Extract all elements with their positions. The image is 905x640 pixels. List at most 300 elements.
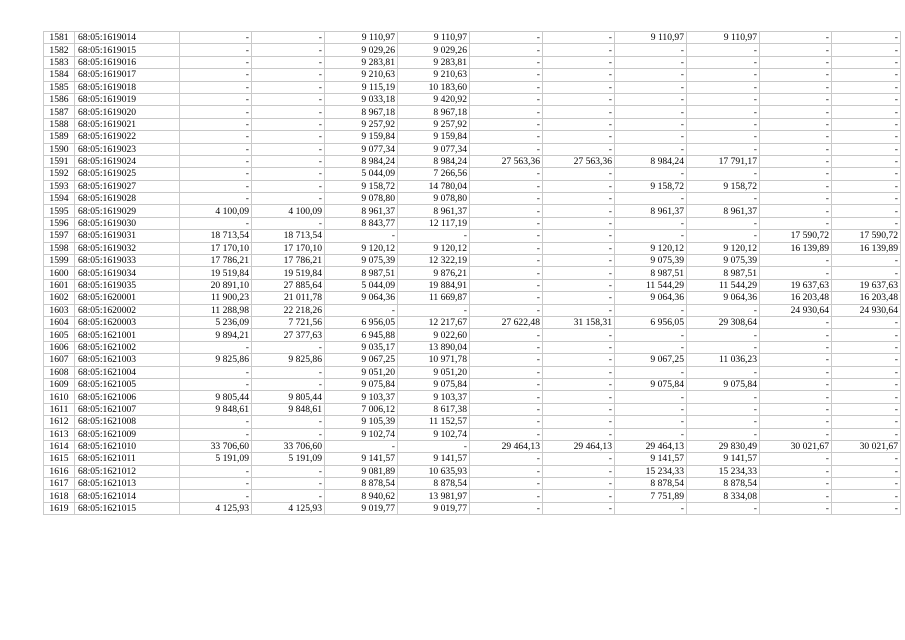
value-cell-2: 18 713,54 xyxy=(252,230,325,242)
value-cell-2: - xyxy=(252,93,325,105)
value-cell-6: - xyxy=(543,279,615,291)
value-cell-5: - xyxy=(470,93,543,105)
value-cell-8: 9 064,36 xyxy=(687,292,760,304)
value-cell-5: - xyxy=(470,168,543,180)
row-number-cell: 1612 xyxy=(44,416,75,428)
value-cell-9: - xyxy=(760,453,832,465)
value-cell-7: - xyxy=(615,143,687,155)
value-cell-2: 33 706,60 xyxy=(252,440,325,452)
value-cell-4: 7 266,56 xyxy=(398,168,470,180)
value-cell-10: - xyxy=(832,106,901,118)
value-cell-10: - xyxy=(832,354,901,366)
value-cell-6: - xyxy=(543,341,615,353)
cadastral-code-cell: 68:05:1621014 xyxy=(75,490,180,502)
value-cell-2: 22 218,26 xyxy=(252,304,325,316)
value-cell-4: 9 876,21 xyxy=(398,267,470,279)
value-cell-4: 9 019,77 xyxy=(398,502,470,514)
value-cell-8: - xyxy=(687,69,760,81)
value-cell-7: - xyxy=(615,391,687,403)
table-row xyxy=(44,180,901,192)
value-cell-6: - xyxy=(543,168,615,180)
value-cell-3: 9 120,12 xyxy=(325,242,398,254)
value-cell-10: - xyxy=(832,490,901,502)
value-cell-10: 16 203,48 xyxy=(832,292,901,304)
value-cell-9: - xyxy=(760,465,832,477)
value-cell-1: - xyxy=(180,490,252,502)
value-cell-4: 9 120,12 xyxy=(398,242,470,254)
value-cell-3: 9 019,77 xyxy=(325,502,398,514)
cadastral-code-cell: 68:05:1619029 xyxy=(75,205,180,217)
value-cell-1: - xyxy=(180,341,252,353)
table-row xyxy=(44,106,901,118)
table-row xyxy=(44,465,901,477)
value-cell-6: 29 464,13 xyxy=(543,440,615,452)
table-row xyxy=(44,93,901,105)
value-cell-2: 9 825,86 xyxy=(252,354,325,366)
row-number-cell: 1602 xyxy=(44,292,75,304)
value-cell-5: - xyxy=(470,391,543,403)
value-cell-6: - xyxy=(543,69,615,81)
value-cell-4: 9 075,84 xyxy=(398,378,470,390)
row-number-cell: 1582 xyxy=(44,44,75,56)
value-cell-3: - xyxy=(325,304,398,316)
value-cell-1: 5 191,09 xyxy=(180,453,252,465)
table-row xyxy=(44,478,901,490)
value-cell-1: 4 125,93 xyxy=(180,502,252,514)
value-cell-4: 8 967,18 xyxy=(398,106,470,118)
value-cell-5: 27 622,48 xyxy=(470,316,543,328)
value-cell-7: - xyxy=(615,106,687,118)
value-cell-3: 9 078,80 xyxy=(325,193,398,205)
table-row xyxy=(44,341,901,353)
row-number-cell: 1603 xyxy=(44,304,75,316)
value-cell-7: 9 075,39 xyxy=(615,255,687,267)
table-row xyxy=(44,143,901,155)
value-cell-6: - xyxy=(543,304,615,316)
value-cell-6: - xyxy=(543,230,615,242)
value-cell-7: - xyxy=(615,304,687,316)
value-cell-3: 9 105,39 xyxy=(325,416,398,428)
table-row xyxy=(44,81,901,93)
value-cell-5: - xyxy=(470,453,543,465)
value-cell-5: - xyxy=(470,106,543,118)
value-cell-3: 9 102,74 xyxy=(325,428,398,440)
cadastral-code-cell: 68:05:1621006 xyxy=(75,391,180,403)
value-cell-9: - xyxy=(760,502,832,514)
value-cell-3: 8 987,51 xyxy=(325,267,398,279)
value-cell-2: - xyxy=(252,32,325,44)
value-cell-4: 9 103,37 xyxy=(398,391,470,403)
row-number-cell: 1596 xyxy=(44,217,75,229)
row-number-cell: 1588 xyxy=(44,118,75,130)
value-cell-2: - xyxy=(252,478,325,490)
value-cell-1: - xyxy=(180,32,252,44)
table-row xyxy=(44,354,901,366)
value-cell-3: 5 044,09 xyxy=(325,279,398,291)
value-cell-3: 9 141,57 xyxy=(325,453,398,465)
value-cell-2: - xyxy=(252,341,325,353)
value-cell-7: - xyxy=(615,69,687,81)
value-cell-1: 18 713,54 xyxy=(180,230,252,242)
value-cell-8: 11 036,23 xyxy=(687,354,760,366)
value-cell-7: 9 075,84 xyxy=(615,378,687,390)
value-cell-6: - xyxy=(543,502,615,514)
value-cell-7: 9 158,72 xyxy=(615,180,687,192)
value-cell-10: - xyxy=(832,205,901,217)
value-cell-10: - xyxy=(832,329,901,341)
value-cell-6: - xyxy=(543,292,615,304)
value-cell-10: - xyxy=(832,81,901,93)
value-cell-6: - xyxy=(543,490,615,502)
table-row xyxy=(44,391,901,403)
value-cell-2: - xyxy=(252,118,325,130)
cadastral-code-cell: 68:05:1621005 xyxy=(75,378,180,390)
value-cell-5: - xyxy=(470,32,543,44)
value-cell-9: - xyxy=(760,255,832,267)
cadastral-code-cell: 68:05:1619021 xyxy=(75,118,180,130)
value-cell-8: - xyxy=(687,93,760,105)
cadastral-code-cell: 68:05:1621003 xyxy=(75,354,180,366)
table-row xyxy=(44,267,901,279)
value-cell-2: 17 786,21 xyxy=(252,255,325,267)
value-cell-2: - xyxy=(252,490,325,502)
value-cell-7: 9 110,97 xyxy=(615,32,687,44)
value-cell-1: - xyxy=(180,69,252,81)
value-cell-7: - xyxy=(615,44,687,56)
cadastral-code-cell: 68:05:1621009 xyxy=(75,428,180,440)
value-cell-7: 8 984,24 xyxy=(615,155,687,167)
value-cell-3: 8 843,77 xyxy=(325,217,398,229)
value-cell-4: - xyxy=(398,304,470,316)
value-cell-5: - xyxy=(470,131,543,143)
value-cell-9: - xyxy=(760,217,832,229)
row-number-cell: 1613 xyxy=(44,428,75,440)
cadastral-code-cell: 68:05:1621007 xyxy=(75,403,180,415)
value-cell-10: - xyxy=(832,118,901,130)
value-cell-9: - xyxy=(760,378,832,390)
table-row xyxy=(44,279,901,291)
cadastral-code-cell: 68:05:1620003 xyxy=(75,316,180,328)
value-cell-5: - xyxy=(470,416,543,428)
value-cell-9: - xyxy=(760,329,832,341)
value-cell-8: 9 075,39 xyxy=(687,255,760,267)
value-cell-5: - xyxy=(470,403,543,415)
value-cell-7: 8 987,51 xyxy=(615,267,687,279)
row-number-cell: 1587 xyxy=(44,106,75,118)
value-cell-7: - xyxy=(615,366,687,378)
row-number-cell: 1619 xyxy=(44,502,75,514)
value-cell-1: - xyxy=(180,81,252,93)
value-cell-6: - xyxy=(543,354,615,366)
value-cell-9: - xyxy=(760,32,832,44)
value-cell-3: 9 077,34 xyxy=(325,143,398,155)
value-cell-5: - xyxy=(470,478,543,490)
cadastral-code-cell: 68:05:1620001 xyxy=(75,292,180,304)
value-cell-6: - xyxy=(543,255,615,267)
value-cell-7: - xyxy=(615,217,687,229)
value-cell-7: - xyxy=(615,118,687,130)
value-cell-7: - xyxy=(615,428,687,440)
value-cell-8: - xyxy=(687,391,760,403)
value-cell-9: - xyxy=(760,106,832,118)
value-cell-2: 19 519,84 xyxy=(252,267,325,279)
value-cell-8: - xyxy=(687,81,760,93)
row-number-cell: 1585 xyxy=(44,81,75,93)
value-cell-10: - xyxy=(832,193,901,205)
cadastral-code-cell: 68:05:1621002 xyxy=(75,341,180,353)
value-cell-3: 9 081,89 xyxy=(325,465,398,477)
value-cell-8: 8 987,51 xyxy=(687,267,760,279)
value-cell-4: 8 984,24 xyxy=(398,155,470,167)
cadastral-code-cell: 68:05:1619024 xyxy=(75,155,180,167)
value-cell-7: - xyxy=(615,168,687,180)
cadastral-code-cell: 68:05:1619017 xyxy=(75,69,180,81)
row-number-cell: 1589 xyxy=(44,131,75,143)
value-cell-3: 9 115,19 xyxy=(325,81,398,93)
value-cell-2: 4 100,09 xyxy=(252,205,325,217)
value-cell-7: - xyxy=(615,341,687,353)
value-cell-6: - xyxy=(543,205,615,217)
value-cell-9: - xyxy=(760,354,832,366)
value-cell-6: - xyxy=(543,366,615,378)
value-cell-8: - xyxy=(687,428,760,440)
value-cell-4: - xyxy=(398,440,470,452)
value-cell-2: - xyxy=(252,69,325,81)
value-cell-3: 9 210,63 xyxy=(325,69,398,81)
value-cell-10: - xyxy=(832,453,901,465)
value-cell-10: - xyxy=(832,378,901,390)
value-cell-10: - xyxy=(832,180,901,192)
row-number-cell: 1599 xyxy=(44,255,75,267)
value-cell-7: - xyxy=(615,329,687,341)
cadastral-code-cell: 68:05:1621008 xyxy=(75,416,180,428)
value-cell-9: 30 021,67 xyxy=(760,440,832,452)
value-cell-5: - xyxy=(470,341,543,353)
table-row xyxy=(44,131,901,143)
value-cell-6: - xyxy=(543,329,615,341)
table-row xyxy=(44,366,901,378)
value-cell-2: 27 885,64 xyxy=(252,279,325,291)
cadastral-code-cell: 68:05:1619025 xyxy=(75,168,180,180)
value-cell-3: - xyxy=(325,230,398,242)
value-cell-10: - xyxy=(832,403,901,415)
value-cell-7: 9 141,57 xyxy=(615,453,687,465)
value-cell-1: - xyxy=(180,416,252,428)
value-cell-10: - xyxy=(832,366,901,378)
value-cell-3: 9 075,84 xyxy=(325,378,398,390)
value-cell-7: 9 064,36 xyxy=(615,292,687,304)
value-cell-10: - xyxy=(832,478,901,490)
value-cell-5: - xyxy=(470,502,543,514)
value-cell-5: - xyxy=(470,69,543,81)
cadastral-code-cell: 68:05:1619020 xyxy=(75,106,180,118)
row-number-cell: 1584 xyxy=(44,69,75,81)
value-cell-8: - xyxy=(687,143,760,155)
value-cell-10: 17 590,72 xyxy=(832,230,901,242)
value-cell-2: - xyxy=(252,81,325,93)
value-cell-3: 9 159,84 xyxy=(325,131,398,143)
value-cell-8: - xyxy=(687,403,760,415)
value-cell-5: - xyxy=(470,118,543,130)
value-cell-7: - xyxy=(615,403,687,415)
value-cell-10: - xyxy=(832,143,901,155)
row-number-cell: 1616 xyxy=(44,465,75,477)
value-cell-9: - xyxy=(760,168,832,180)
table-row xyxy=(44,440,901,452)
value-cell-10: 24 930,64 xyxy=(832,304,901,316)
value-cell-7: 11 544,29 xyxy=(615,279,687,291)
value-cell-5: - xyxy=(470,490,543,502)
value-cell-1: 19 519,84 xyxy=(180,267,252,279)
value-cell-1: - xyxy=(180,93,252,105)
value-cell-9: - xyxy=(760,56,832,68)
value-cell-4: 9 283,81 xyxy=(398,56,470,68)
value-cell-4: 8 617,38 xyxy=(398,403,470,415)
cadastral-code-cell: 68:05:1621001 xyxy=(75,329,180,341)
value-cell-2: 7 721,56 xyxy=(252,316,325,328)
value-cell-8: - xyxy=(687,217,760,229)
value-cell-8: - xyxy=(687,366,760,378)
value-cell-4: 11 152,57 xyxy=(398,416,470,428)
value-cell-8: - xyxy=(687,304,760,316)
row-number-cell: 1598 xyxy=(44,242,75,254)
value-cell-2: - xyxy=(252,44,325,56)
value-cell-4: 19 884,91 xyxy=(398,279,470,291)
value-cell-3: 6 945,88 xyxy=(325,329,398,341)
value-cell-4: 8 878,54 xyxy=(398,478,470,490)
row-number-cell: 1617 xyxy=(44,478,75,490)
value-cell-2: - xyxy=(252,378,325,390)
cadastral-code-cell: 68:05:1621010 xyxy=(75,440,180,452)
value-cell-5: - xyxy=(470,205,543,217)
table-row xyxy=(44,304,901,316)
value-cell-2: - xyxy=(252,168,325,180)
value-cell-9: - xyxy=(760,490,832,502)
value-cell-10: - xyxy=(832,267,901,279)
value-cell-7: 9 067,25 xyxy=(615,354,687,366)
value-cell-8: - xyxy=(687,106,760,118)
cadastral-code-cell: 68:05:1621013 xyxy=(75,478,180,490)
value-cell-8: 8 878,54 xyxy=(687,478,760,490)
value-cell-10: - xyxy=(832,416,901,428)
value-cell-3: 9 257,92 xyxy=(325,118,398,130)
value-cell-3: 7 006,12 xyxy=(325,403,398,415)
value-cell-2: - xyxy=(252,56,325,68)
value-cell-5: - xyxy=(470,230,543,242)
value-cell-8: 29 830,49 xyxy=(687,440,760,452)
value-cell-8: 9 110,97 xyxy=(687,32,760,44)
value-cell-6: 31 158,31 xyxy=(543,316,615,328)
value-cell-2: - xyxy=(252,217,325,229)
value-cell-1: - xyxy=(180,143,252,155)
value-cell-10: - xyxy=(832,155,901,167)
value-cell-1: 20 891,10 xyxy=(180,279,252,291)
value-cell-9: - xyxy=(760,267,832,279)
value-cell-8: 11 544,29 xyxy=(687,279,760,291)
value-cell-2: - xyxy=(252,106,325,118)
value-cell-3: 9 033,18 xyxy=(325,93,398,105)
value-cell-2: - xyxy=(252,193,325,205)
value-cell-9: 17 590,72 xyxy=(760,230,832,242)
value-cell-6: - xyxy=(543,32,615,44)
value-cell-5: 29 464,13 xyxy=(470,440,543,452)
table-row xyxy=(44,416,901,428)
value-cell-4: 9 141,57 xyxy=(398,453,470,465)
table-row xyxy=(44,118,901,130)
value-cell-6: - xyxy=(543,217,615,229)
value-cell-5: - xyxy=(470,428,543,440)
value-cell-8: 15 234,33 xyxy=(687,465,760,477)
value-cell-10: - xyxy=(832,428,901,440)
value-cell-6: - xyxy=(543,131,615,143)
value-cell-8: - xyxy=(687,168,760,180)
cadastral-code-cell: 68:05:1619035 xyxy=(75,279,180,291)
value-cell-3: 9 035,17 xyxy=(325,341,398,353)
row-number-cell: 1614 xyxy=(44,440,75,452)
table-row xyxy=(44,428,901,440)
value-cell-2: - xyxy=(252,180,325,192)
cadastral-code-cell: 68:05:1619023 xyxy=(75,143,180,155)
value-cell-1: - xyxy=(180,378,252,390)
value-cell-5: - xyxy=(470,180,543,192)
value-cell-1: - xyxy=(180,155,252,167)
value-cell-4: 9 257,92 xyxy=(398,118,470,130)
value-cell-3: 9 064,36 xyxy=(325,292,398,304)
value-cell-2: - xyxy=(252,416,325,428)
value-cell-3: 8 878,54 xyxy=(325,478,398,490)
value-cell-10: - xyxy=(832,131,901,143)
value-cell-4: 13 981,97 xyxy=(398,490,470,502)
row-number-cell: 1606 xyxy=(44,341,75,353)
value-cell-10: 30 021,67 xyxy=(832,440,901,452)
value-cell-7: - xyxy=(615,416,687,428)
value-cell-6: - xyxy=(543,465,615,477)
value-cell-1: - xyxy=(180,131,252,143)
value-cell-6: - xyxy=(543,478,615,490)
value-cell-1: 9 848,61 xyxy=(180,403,252,415)
value-cell-9: - xyxy=(760,143,832,155)
value-cell-6: - xyxy=(543,143,615,155)
value-cell-7: 15 234,33 xyxy=(615,465,687,477)
row-number-cell: 1600 xyxy=(44,267,75,279)
row-number-cell: 1586 xyxy=(44,93,75,105)
value-cell-9: - xyxy=(760,428,832,440)
value-cell-8: 8 334,08 xyxy=(687,490,760,502)
table-row xyxy=(44,168,901,180)
cadastral-code-cell: 68:05:1619018 xyxy=(75,81,180,93)
row-number-cell: 1607 xyxy=(44,354,75,366)
value-cell-2: 4 125,93 xyxy=(252,502,325,514)
value-cell-1: 9 825,86 xyxy=(180,354,252,366)
value-cell-1: - xyxy=(180,56,252,68)
value-cell-4: 12 117,19 xyxy=(398,217,470,229)
value-cell-6: - xyxy=(543,81,615,93)
row-number-cell: 1605 xyxy=(44,329,75,341)
value-cell-4: 9 159,84 xyxy=(398,131,470,143)
table-row xyxy=(44,490,901,502)
value-cell-4: 9 110,97 xyxy=(398,32,470,44)
value-cell-9: 19 637,63 xyxy=(760,279,832,291)
value-cell-5: - xyxy=(470,44,543,56)
table-row xyxy=(44,217,901,229)
value-cell-10: 16 139,89 xyxy=(832,242,901,254)
value-cell-6: - xyxy=(543,391,615,403)
value-cell-3: 9 067,25 xyxy=(325,354,398,366)
value-cell-5: - xyxy=(470,279,543,291)
value-cell-10: - xyxy=(832,316,901,328)
cadastral-code-cell: 68:05:1619033 xyxy=(75,255,180,267)
cadastral-code-cell: 68:05:1619028 xyxy=(75,193,180,205)
